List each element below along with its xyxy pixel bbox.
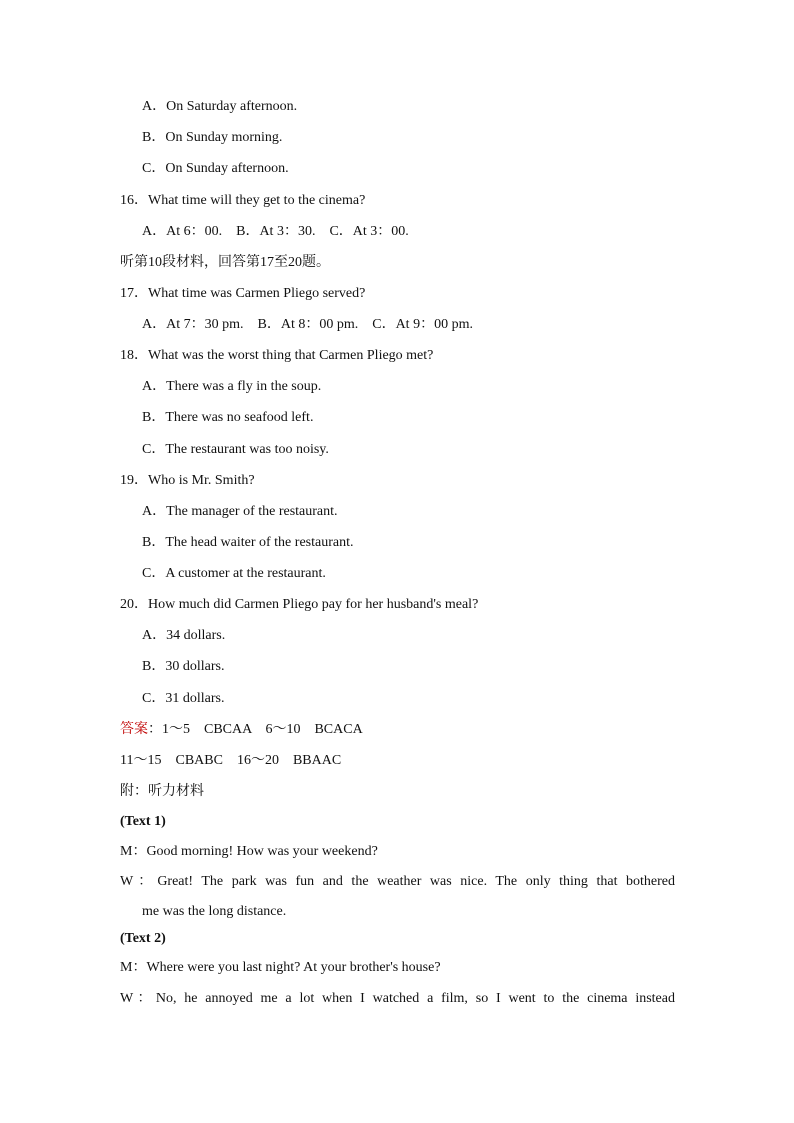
- text1-woman-line: W：Great! The park was fun and the weather was nice. The only thing that bothered: [120, 874, 675, 889]
- q18-option-b: B．There was no seafood left.: [142, 410, 314, 425]
- q20-option-a: A．34 dollars.: [142, 628, 226, 643]
- text1-woman-line-cont: me was the long distance.: [142, 904, 287, 919]
- q17-options: A．At 7：30 pm. B．At 8：00 pm. C．At 9：00 pm.: [142, 317, 473, 332]
- q19-option-a: A．The manager of the restaurant.: [142, 504, 338, 519]
- q19-option-c: C．A customer at the restaurant.: [142, 566, 326, 581]
- q19-question: 19．Who is Mr. Smith?: [120, 473, 255, 488]
- q18-option-c: C．The restaurant was too noisy.: [142, 442, 329, 457]
- answers-line-2: 11～15 CBABC 16～20 BBAAC: [120, 753, 342, 768]
- q17-question: 17．What time was Carmen Pliego served?: [120, 286, 366, 301]
- answers-line-1: [120, 720, 363, 740]
- q20-question: 20．How much did Carmen Pliego pay for her husband's meal?: [120, 597, 479, 612]
- q18-question: 18．What was the worst thing that Carmen Pliego met?: [120, 348, 434, 363]
- q19-option-b: B．The head waiter of the restaurant.: [142, 535, 354, 550]
- q20-option-b: B．30 dollars.: [142, 659, 225, 674]
- text2-man-line: M：Where were you last night? At your brother's house?: [120, 960, 441, 975]
- section-header: 听第10段材料，回答第17至20题。: [120, 255, 330, 270]
- answers-label: 答案: [120, 722, 148, 737]
- q18-option-a: A．There was a fly in the soup.: [142, 379, 322, 394]
- q20-option-c: C．31 dollars.: [142, 691, 225, 706]
- text2-heading: (Text 2): [120, 931, 166, 946]
- answers-text-1: ：1～5 CBCAA 6～10 BCACA: [148, 722, 363, 737]
- q16-options: A．At 6：00. B．At 3：30. C．At 3：00.: [142, 224, 409, 239]
- text1-heading: (Text 1): [120, 814, 166, 829]
- q15-option-a: A．On Saturday afternoon.: [142, 99, 298, 114]
- q15-option-b: B．On Sunday morning.: [142, 130, 283, 145]
- text1-man-line: M：Good morning! How was your weekend?: [120, 844, 378, 859]
- appendix-label: 附：听力材料: [120, 784, 204, 799]
- q16-question: 16．What time will they get to the cinema?: [120, 193, 366, 208]
- text2-woman-line: W：No, he annoyed me a lot when I watched a film, so I went to the cinema instead: [120, 991, 675, 1006]
- q15-option-c: C．On Sunday afternoon.: [142, 161, 289, 176]
